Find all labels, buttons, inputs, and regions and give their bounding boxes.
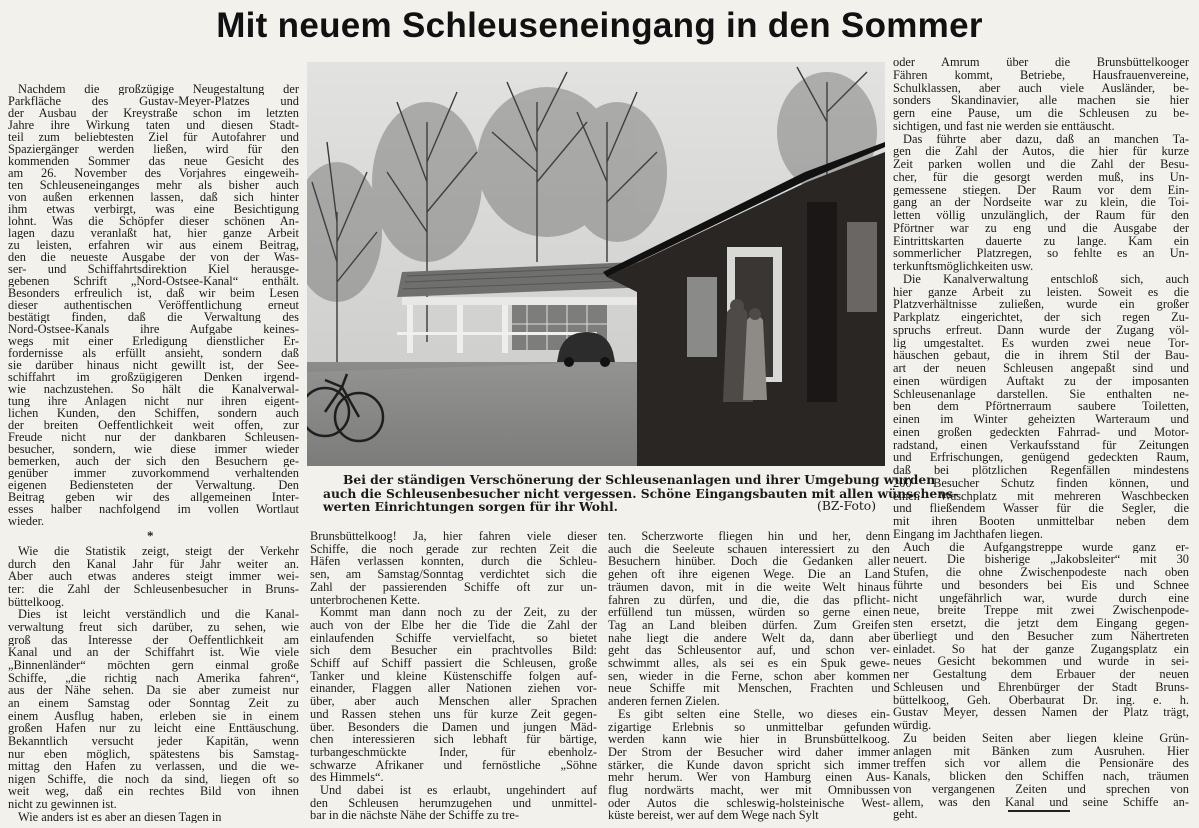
text-line: anlagen mit Bänken zum Ausruhen. Hier — [893, 744, 1189, 758]
text-line: Parkplatz eingerichtet, der sich regen Zu- — [893, 311, 1189, 324]
article-column-3 — [608, 530, 890, 822]
text-line: ner Gestaltung dem Erbauer der neuen — [893, 668, 1189, 681]
paragraph — [608, 530, 890, 708]
text-line: Freude nicht nur der dankbaren Schleusen- — [8, 431, 299, 443]
text-line: Der Strom der Besucher wird daher immer — [608, 745, 890, 759]
photo-credit: (BZ-Foto) — [817, 499, 876, 514]
text-line: auch die Seeleute schauen interessiert zu den — [608, 542, 890, 556]
text-line: sichtigen, und fast nie werden sie enttäuscht. — [893, 119, 1115, 133]
text-line: neue, breite Treppe mit zwei Zwischenpode- — [893, 604, 1189, 617]
text-line: sommerlicher Platzregen, so fehlte es an Un- — [893, 247, 1189, 260]
text-line: führte und besonders bei Eis und Schnee — [893, 578, 1189, 592]
text-line: neues Gesicht bekommen und wurde in sei- — [893, 655, 1189, 668]
paragraph — [310, 606, 597, 784]
text-line: ser- und Schiffahrtsdirektion Kiel herausge- — [8, 263, 299, 275]
text-line: einlaufenden Schiffe vervielfacht, so bietet — [310, 631, 597, 645]
text-line: Wie die Statistik zeigt, steigt der Verkehr — [18, 545, 299, 558]
text-line: Besonders erfreulich ist, daß wir beim Lesen — [8, 287, 299, 299]
text-line: des Himmels“. — [310, 771, 384, 785]
article-column-2 — [310, 530, 597, 822]
text-line: wegs mit einer Erledigung dienstlicher Er- — [8, 335, 299, 347]
text-line: büttelkoog. — [8, 595, 65, 609]
text-line: der Ausbau der Kreystraße schon im letzten — [8, 107, 299, 119]
text-line: Wie anders ist es aber an diesen Tagen in — [18, 810, 222, 824]
text-line: Schiff auf Schiff passiert die Schleusen, große — [310, 657, 597, 670]
text-line: flug nordwärts macht, wer mit Omnibussen — [608, 784, 890, 797]
text-line: Parkfläche des Gustav-Meyer-Platzes und — [8, 95, 299, 107]
paragraph — [893, 732, 1189, 821]
text-line: Brunsbüttelkoog! Ja, hier fahren viele dieser — [310, 530, 597, 543]
text-line: spruchs erfreut. Dann wurde der Zugang völ- — [893, 323, 1189, 337]
text-line: von außen erkennen lassen, daß sich hinter — [8, 191, 299, 203]
text-line: den Schleusen herumzugehen und unmittel- — [310, 796, 597, 810]
text-line: weit weg, daß ein rechtes Bild von ihnen — [8, 785, 299, 799]
text-line: über, aber auch Menschen aller Sprachen — [310, 695, 597, 708]
text-line: gehen oft ihre eigenen Wege. Die an Land — [608, 568, 890, 581]
paragraph — [8, 811, 299, 824]
text-line: 200 Besucher Schutz finden können, und — [893, 476, 1189, 490]
text-line: tung ihre Anlagen nicht nur ihren eigent- — [8, 395, 299, 407]
paragraph — [893, 133, 1189, 273]
text-line: Schulklassen, aber auch viele Ausländer, be- — [893, 81, 1189, 95]
text-line: Nachdem die großzügige Neugestaltung der — [18, 83, 299, 95]
photo-caption — [323, 472, 959, 515]
text-line: ten Schleuseneinganges mehr als bisher auch — [8, 179, 299, 191]
text-line: nicht zu gewinnen ist. — [8, 798, 117, 811]
article-column-1-body — [8, 545, 299, 823]
text-line: mehr herum. Wer von Hamburg einen Aus- — [608, 771, 890, 785]
text-line: einen im Winter geheizten Warteraum und — [893, 413, 1189, 426]
text-line: treffen sich vor allem die Pensionäre des — [893, 757, 1189, 770]
paragraph — [608, 708, 890, 822]
text-line: Tag an Land bleiben dürfen. Zum Greifen — [608, 618, 890, 632]
text-line: eigenen Bediensteten der Verwaltung. Den — [8, 479, 299, 491]
text-line: lig umgestaltet. Es wurden zwei neue Tor- — [893, 336, 1189, 350]
text-line: geht das Schleusentor auf, und schon ver- — [608, 644, 890, 658]
paragraph — [893, 541, 1189, 732]
text-line: nicht ungefährlich war, wurde durch eine — [893, 591, 1189, 605]
text-line: daß bei plötzlichen Regenfällen mindestens — [893, 464, 1189, 477]
text-line: turbangeschmückte Inder, für ebenholz- — [310, 745, 597, 759]
headline: Mit neuem Schleuseneingang in den Sommer — [216, 6, 983, 45]
text-line: Eingang im Jachthafen liegen. — [893, 527, 1044, 541]
text-line: Beitrag geben wir des allgemeinen Inter- — [8, 491, 299, 503]
caption-last-row — [323, 500, 880, 514]
text-line: bemerken, auch der sich den Besuchern ge- — [8, 455, 299, 467]
text-line: schiffahrt im großzügigeren Denken irgend- — [8, 371, 299, 383]
text-line: ten. Scherzworte fliegen hin und her, denn — [608, 530, 890, 543]
text-line: hier ganze Arbeit zu leisten. Soweit es die — [893, 285, 1189, 299]
text-line: neuert. Die bisherige „Jakobsleiter“ mit 30 — [893, 553, 1189, 566]
text-line: Und dabei ist es erlaubt, ungehindert auf — [320, 784, 597, 797]
article-column-1-intro — [8, 83, 299, 527]
section-separator: * — [147, 528, 154, 543]
text-line: esses halber nachfolgend im vollen Wortlaut — [8, 503, 299, 515]
text-line: Schiffe, „die richtig nach Amerika fahren“, — [8, 671, 299, 685]
text-line: gern eine Pause, um die Schleusen zu be- — [893, 107, 1189, 120]
paragraph — [8, 83, 299, 527]
text-line: Stufen, die ohne Zwischenpodeste nach oben — [893, 566, 1189, 579]
text-line: Es gibt selten eine Stelle, wo dieses ein- — [618, 707, 890, 721]
text-line: chen interessieren sich lebhaft für bärtige, — [310, 733, 597, 746]
text-line: Eintrittskarten dauerte zu lange. Kam ein — [893, 234, 1189, 248]
text-line: Zeit parken wollen und die Zahl der Besu- — [893, 158, 1189, 171]
paragraph — [893, 56, 1189, 133]
text-line: den die neueste Ausgabe der von der Was- — [8, 251, 299, 263]
text-line: Bekanntlich versucht jeder Kapitän, wenn — [8, 734, 299, 748]
text-line: einen Waschplatz mit mehreren Waschbecken — [893, 489, 1189, 503]
text-line: stärker, die Kunde davon spricht sich immer — [608, 758, 890, 772]
text-line: Häfen verlassen konnten, durch die Schleu- — [310, 555, 597, 569]
text-line: und Erfrischungen, genügend gedeckten Raum, — [893, 451, 1189, 464]
text-line: großen Hafen nur zu leicht eine Enttäuschung. — [8, 722, 299, 735]
text-line: Gustav Meyer, dessen Namen der Platz trägt, — [893, 706, 1189, 719]
text-line: würdig. — [893, 719, 932, 732]
text-line: erfüllend tun müssen, würden so gerne einen — [608, 606, 890, 619]
text-line: cher, für die gesorgt werden muß, ins Un- — [893, 170, 1189, 184]
text-line: Nord-Ostsee-Kanals ihre Aufgabe keines- — [8, 323, 299, 335]
text-line: werden kann wie hier in Brunsbüttelkoog. — [608, 733, 890, 746]
text-line: anderen fernen Zielen. — [608, 695, 720, 708]
text-line: lichen Kunden, den Schiffen, sondern auch — [8, 407, 299, 419]
text-line: einen großen gedeckten Fahrrad- und Motor- — [893, 425, 1189, 439]
text-line: einen würdigen Auftakt zu der imposanten — [893, 374, 1189, 388]
text-line: schwimmt alles, als sei es ein Spuk gewe- — [608, 657, 890, 670]
text-line: oder Autos die schleswig-holsteinische West- — [608, 796, 890, 810]
text-line: einem Ausflug haben, erleben sie in einem — [8, 709, 299, 723]
text-line: „Binnenländer“ möchten gern einmal große — [8, 658, 299, 672]
paragraph — [8, 545, 299, 608]
paragraph — [310, 784, 597, 822]
paragraph — [310, 530, 597, 606]
text-line: Dies ist leicht verständlich und die Kanal- — [18, 608, 299, 621]
text-line: fordernisse als erfüllt ansieht, sondern daß — [8, 347, 299, 359]
text-line: küste bereist, wer auf dem Wege nach Sylt — [608, 809, 819, 823]
text-line: letten völlig unzulänglich, der Raum für den — [893, 209, 1189, 222]
caption-line: werten Einrichtungen sorgen für ihr Wohl. — [323, 499, 618, 515]
text-line: sten ersetzt, die jetzt dem Eingang gegen- — [893, 617, 1189, 630]
caption-line: Bei der ständigen Verschönerung der Schleusenanlagen und ihrer Umgebung wurden — [343, 472, 936, 487]
text-line: schwarze Afrikaner und fernöstliche „Söhne — [310, 758, 597, 772]
text-line: überliegt und den Besucher zum Nähertreten — [893, 629, 1189, 643]
text-line: nahe liegt die andere Welt da, dann aber — [608, 631, 890, 645]
text-line: Pförtner war zu eng und die Ausgabe der — [893, 221, 1189, 235]
text-line: fahren zu dürfen, und die, die das pflicht- — [608, 593, 890, 607]
text-line: sonders Skandinavier, alle machen sie hier — [893, 94, 1189, 107]
text-line: Auch die Aufgangstreppe wurde ganz er- — [903, 540, 1189, 554]
text-line: Schleusen und Ehrenbürger der Stadt Bruns- — [893, 680, 1189, 694]
text-line: mittag den Hafen zu verlassen, und die we- — [8, 760, 299, 773]
text-line: oder Amrum über die Brunsbüttelkooger — [893, 56, 1189, 69]
text-line: gebenen Schrift „Nord-Ostsee-Kanal“ enthält. — [8, 275, 299, 287]
text-line: Schleusenanlage darstellen. Sie enthalten ne- — [893, 387, 1189, 401]
text-line: wie nachzustehen. So hält die Kanalverwal- — [8, 383, 299, 395]
text-line: büttelkoog, Geh. Oberbaurat Dr. ing. e. h. — [893, 693, 1189, 707]
text-line: zu leisten, erfahren wir aus einem Beitrag, — [8, 239, 299, 251]
text-line: mit ihren Booten unmittelbar neben dem — [893, 515, 1189, 528]
text-line: dieser authentischen Veröffentlichung erneut — [8, 299, 299, 311]
text-line: Kanal und an der Schiffahrt ist. Wie viele — [8, 646, 299, 659]
text-line: allem, was den Kanal und seine Schiffe an- — [893, 795, 1189, 809]
text-line: zigartige Erlebnis so unmittelbar gefunden — [608, 720, 890, 734]
text-line: über. Besonders die Damen und jungen Mäd- — [310, 720, 597, 734]
text-line: Besuchern hinüber. Doch die Gedanken aller — [608, 555, 890, 569]
text-line: Jahre ihre Wirkung taten und diesen Stadt- — [8, 119, 299, 131]
people — [723, 299, 767, 402]
text-line: Das führte aber dazu, daß an manchen Ta- — [903, 132, 1189, 146]
text-line: nur eben möglich, spätestens bis Samstag- — [8, 747, 299, 761]
text-line: Kanals, blicken den Schiffen nach, träumen — [893, 770, 1189, 783]
text-line: teil zum beliebtesten Ziel für Autofahrer und — [8, 131, 299, 143]
text-line: kommenden Sommer das neue Gesicht des — [8, 155, 299, 167]
text-line: einander, Flaggen aller Nationen ziehen vor- — [310, 682, 597, 696]
text-line: aus der Nähe sehen. Da sie aber zumeist nur — [8, 684, 299, 697]
text-line: und Rassen stehen uns für kurze Zeit gegen- — [310, 707, 597, 721]
text-line: ihm etwas verbirgt, was eine Besichtigung — [8, 203, 299, 215]
text-line: terkunftsmöglichkeiten usw. — [893, 260, 1034, 273]
text-line: Fähren kommt, Betriebe, Hausfrauenvereine, — [893, 68, 1189, 82]
text-line: einladet. So hat der ganze Zugangsplatz ein — [893, 642, 1189, 656]
text-line: lohnt. Was die Schöpfer dieser schönen An- — [8, 215, 299, 227]
photo-illustration — [307, 62, 885, 466]
text-line: Spaziergänger werden ließen, wird für den — [8, 143, 299, 155]
text-line: sich dem Besucher ein prachtvolles Bild: — [310, 644, 597, 658]
text-line: sie darüber hinaus nicht gewillt ist, der See- — [8, 359, 299, 371]
text-line: Zahl der passierenden Schiffe oft zur un- — [310, 580, 597, 594]
text-line: auch von der Elbe her die Tide die Zahl der — [310, 618, 597, 632]
text-line: gemessene stiegen. Der Raum vor dem Ein- — [893, 183, 1189, 197]
text-line: radstand, einen Verkaufsstand für Zeitungen — [893, 438, 1189, 452]
text-line: häuschen gebaut, die in ihrem Stil der Bau- — [893, 349, 1189, 362]
text-line: Kommt man dann noch zu der Zeit, zu der — [320, 606, 597, 619]
text-line: unterbrochenen Kette. — [310, 593, 421, 607]
article-column-4 — [893, 56, 1189, 821]
article-end-rule — [1008, 810, 1070, 812]
text-line: ben dem Pförtnerraum saubere Toiletten, — [893, 400, 1189, 413]
text-line: Platzverhältnisse zuließen, wurde ein großer — [893, 298, 1189, 311]
text-line: groß das Interesse der Oeffentlichkeit am — [8, 633, 299, 647]
text-line: besucher, sondern, wie diese immer wieder — [8, 443, 299, 455]
text-line: sen, wieder in die Ferne, schon aber kommen — [608, 669, 890, 683]
text-line: von vergangenen Zeiten und sprechen von — [893, 782, 1189, 796]
text-line: der breiten Oeffentlichkeit weit offen, zur — [8, 419, 299, 431]
text-line: Tanker und kleine Küstenschiffe folgen auf- — [310, 669, 597, 683]
text-line: ter: die Zahl der Schleusenbesucher in Bruns- — [8, 582, 299, 596]
text-line: träumen davon, mit in die weite Welt hinaus — [608, 580, 890, 594]
text-line: gen die Zahl der Autos, die hier für kurze — [893, 145, 1189, 158]
news-photo-lock-entrance — [307, 62, 885, 466]
text-line: neue Schiffe mit Menschen, Frachten und — [608, 682, 890, 696]
text-line: bar in die nächste Nähe der Schiffe zu tre- — [310, 809, 519, 823]
text-line: gang an der Nordseite war zu klein, die Toi- — [893, 196, 1189, 209]
paragraph — [8, 608, 299, 811]
text-line: nigen Schiffe, die noch da sind, liegen oft so — [8, 772, 299, 786]
text-line: geht. — [893, 808, 918, 821]
text-line: genüber immer zuvorkommend verhaltenden — [8, 467, 299, 479]
text-line: Die Kanalverwaltung entschloß sich, auch — [903, 272, 1189, 286]
text-line: lagen dazu veranlaßt hat, hier ganze Arbeit — [8, 227, 299, 239]
text-line: Schiffe, die noch gerade zur rechten Zeit die — [310, 542, 597, 556]
text-line: verwaltung freut sich darüber, zu sehen, wie — [8, 620, 299, 634]
text-line: wieder. — [8, 515, 45, 527]
text-line: art der neuen Schleusen angepaßt sind und — [893, 362, 1189, 375]
text-line: bestätigt finden, daß die Verwaltung des — [8, 311, 299, 323]
text-line: Aber auch etwas anderes steigt immer wei- — [8, 570, 299, 583]
text-line: am 26. November des Vorjahres eingeweih- — [8, 167, 299, 179]
text-line: und fließendem Wasser für die Segler, die — [893, 502, 1189, 515]
text-line: sen, am Samstag/Sonntag verdichtet sich die — [310, 568, 597, 581]
text-line: durch den Kanal Jahr für Jahr weiter an. — [8, 557, 299, 571]
text-line: Zu beiden Seiten aber liegen kleine Grün- — [903, 731, 1189, 745]
caption-line: auch die Schleusenbesucher nicht vergessen. Schöne Eingangsbauten mit allen wünschens- — [323, 485, 959, 501]
text-line: an einem Samstag oder Sonntag Zeit zu — [8, 696, 299, 710]
